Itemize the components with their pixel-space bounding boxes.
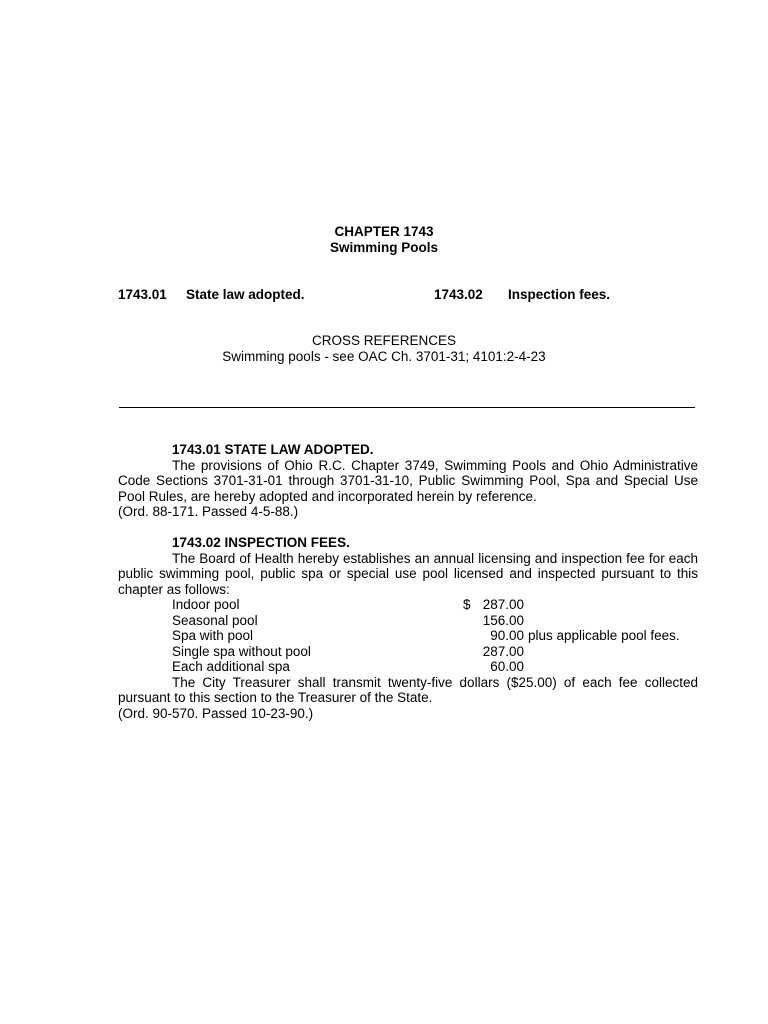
fee-label: Spa with pool (172, 628, 254, 643)
fee-row (118, 613, 698, 629)
fee-row (118, 597, 698, 613)
toc-number-2: 1743.02 (434, 287, 483, 302)
toc-number-1: 1743.01 (118, 287, 167, 302)
fee-row (118, 644, 698, 660)
section-body: The provisions of Ohio R.C. Chapter 3749, Swimming Pools and Ohio Administrative Code Sections 3701-31-01 through 3701-31-10, Public Swimming Pool, Spa and Special Use Pool Rules, are hereby adopted and incorporated herein by reference. (118, 457, 698, 504)
section-history: (Ord. 88-171. Passed 4-5-88.) (118, 504, 299, 519)
section-body: The Board of Health hereby establishes an annual licensing and inspection fee for each public swimming pool, public spa or special use pool licensed and inspected pursuant to this chapter as follows: (118, 550, 698, 597)
cross-references-text: Swimming pools - see OAC Ch. 3701-31; 4101:2-4-23 (222, 349, 546, 364)
chapter-number: CHAPTER 1743 (334, 224, 434, 239)
fee-amount: 156.00 (482, 612, 524, 628)
treasurer-transmittal: The City Treasurer shall transmit twenty-five dollars ($25.00) of each fee collected pursuant to this section to the Treasurer of the State. (118, 674, 698, 705)
cross-references-heading: CROSS REFERENCES (311, 333, 457, 348)
toc-title-1: State law adopted. (186, 287, 305, 302)
divider-line (119, 407, 695, 408)
fee-row (118, 659, 698, 675)
fee-label: Each additional spa (172, 659, 290, 674)
toc-title-2: Inspection fees. (508, 287, 611, 302)
section-1743-02 (118, 535, 698, 721)
section-heading: 1743.01 STATE LAW ADOPTED. (172, 442, 374, 457)
fee-amount: 90.00 (490, 628, 524, 643)
fee-schedule (118, 597, 698, 675)
fee-amount: 60.00 (490, 659, 524, 674)
fee-row (118, 628, 698, 644)
fee-currency: $ (463, 597, 471, 612)
fee-amount: 287.00 (482, 597, 524, 612)
section-1743-01 (118, 442, 698, 520)
fee-amount: 287.00 (482, 643, 524, 659)
chapter-title: Swimming Pools (329, 240, 438, 255)
fee-label: Seasonal pool (172, 612, 258, 628)
fee-label: Single spa without pool (172, 643, 311, 659)
fee-note: plus applicable pool fees. (528, 628, 680, 643)
section-heading: 1743.02 INSPECTION FEES. (172, 535, 350, 550)
fee-label: Indoor pool (172, 597, 240, 612)
section-history: (Ord. 90-570. Passed 10-23-90.) (118, 705, 314, 721)
